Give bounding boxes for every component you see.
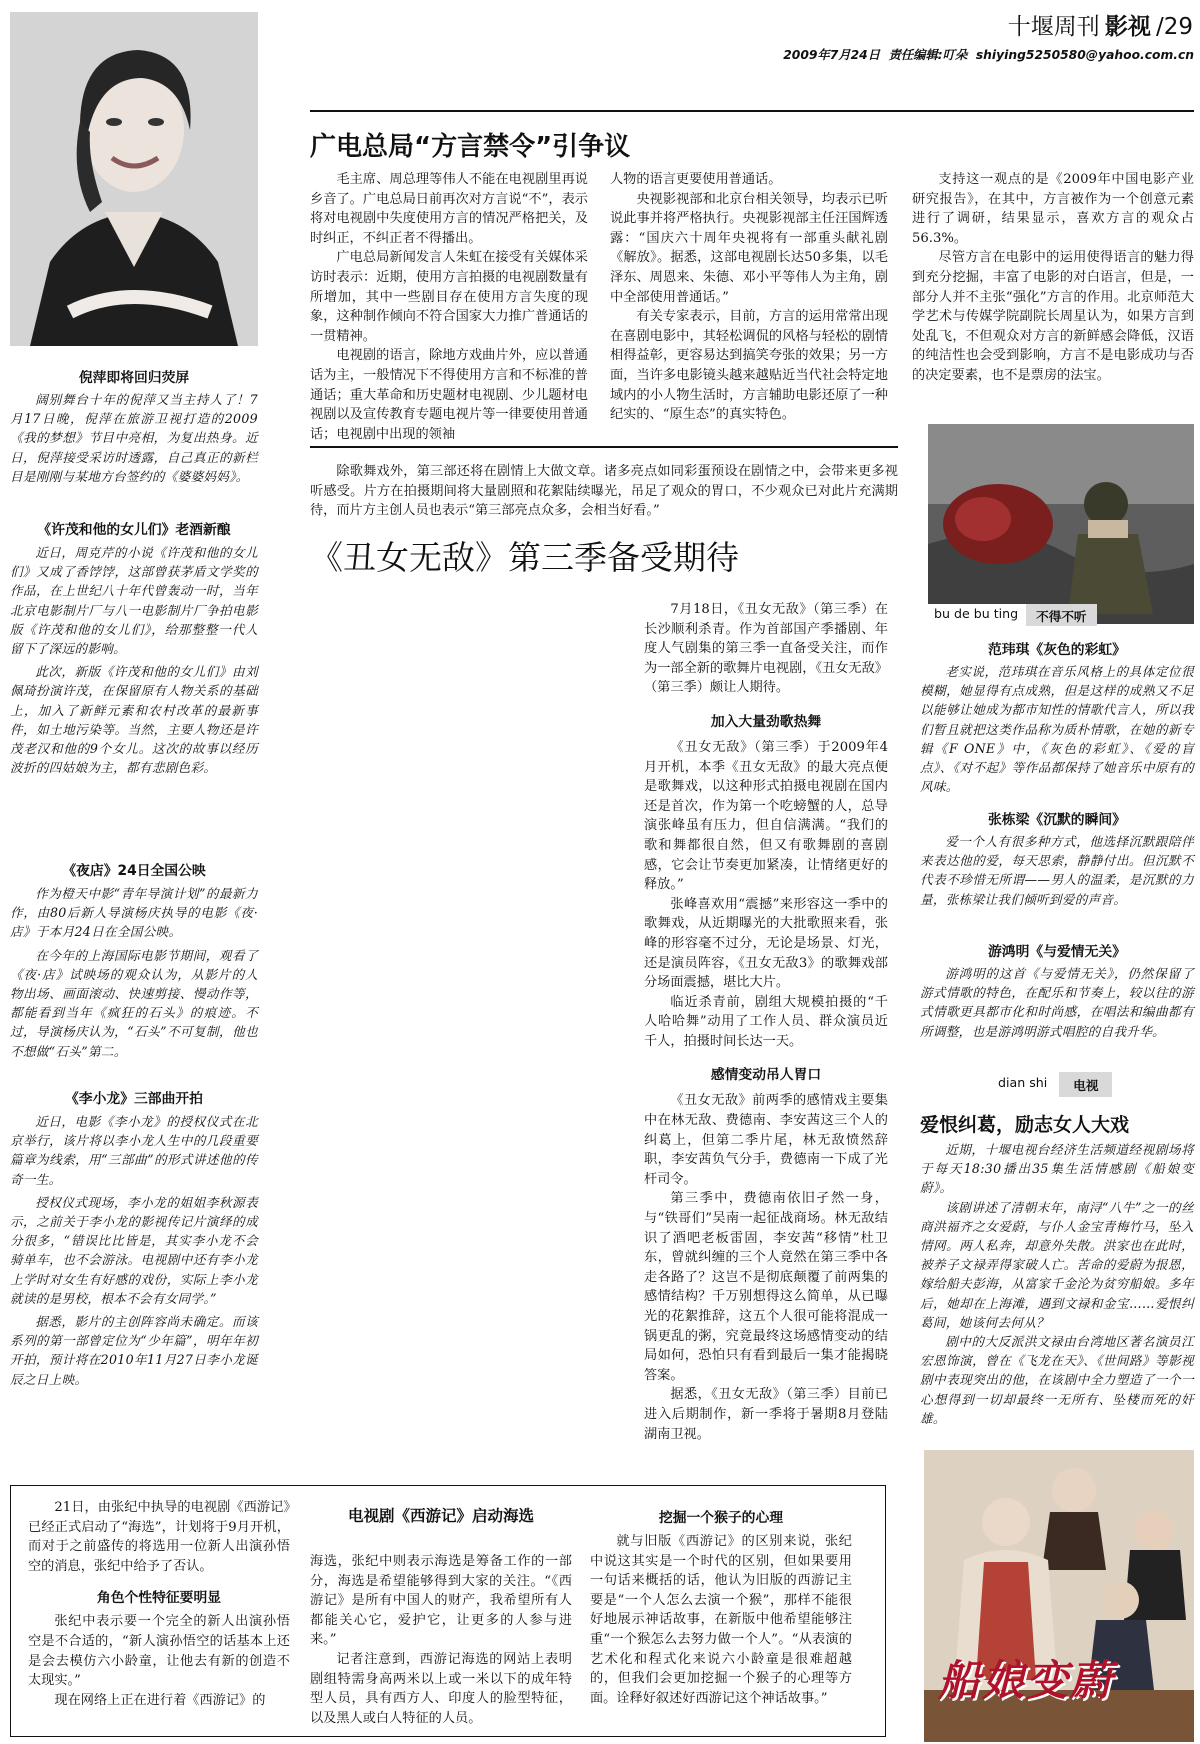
- li-xiaolong-title: 《李小龙》三部曲开拍: [65, 1091, 203, 1107]
- chounv-para: 第三季中，费德南依旧孑然一身，与“铁哥们”吴南一起征战商场。林无敌结识了酒吧老板雷固，李安茜“移情”杜卫东，曾就纠缠的三个人竟然在第三季中各走各路了？这岂不是彻底颠覆了前两集的感情结构？千万别想得这么简单，从已曝光的花絮推辞，这五个人很可能将混成一锅更乱的粥，究竟最终这场感情变动的结局如何，恐怕只有看到最后一集才能揭晓答案。: [644, 1191, 888, 1383]
- dialect-bottom-rule: [310, 446, 898, 448]
- xiyouji-para: 张纪中表示要一个完全的新人出演孙悟空是不合适的，“新人演孙悟空的话基本上还是会去模仿六小龄童，让他去有新的创造不太现实。”: [28, 1614, 290, 1689]
- chounv-para: 7月18日，《丑女无敌》（第三季）在长沙顺利杀青。作为首部国产季播剧、年度人气剧集的第三季一直备受关注，而作为一部全新的歌舞片电视剧，《丑女无敌》（第三季）颇让人期待。: [644, 602, 888, 696]
- chounv-subhead: 加入大量劲歌热舞: [710, 713, 822, 730]
- dialect-para: 电视剧的语言，除地方戏曲片外，应以普通话为主，一般情况下不得使用方言和不标准的普通话；重大革命和历史题材电视剧、少儿题材电视剧以及宣传教育专题电视片等一律要使用普通话；电视剧中出现的领袖: [310, 348, 588, 442]
- ni-ping-para: 阔别舞台十年的倪萍又当主持人了！7月17日晚，倪萍在旅游卫视打造的2009《我的梦想》节目中亮相，为复出热身。近日，倪萍接受采访时透露，自己真正的新栏目是刚刚与某地方台签约的《婆婆妈妈》。: [10, 392, 258, 484]
- tv-show-headline: 爱恨纠葛，励志女人大戏: [920, 1114, 1130, 1136]
- tag-pinyin: dian shi: [986, 1072, 1059, 1097]
- dialect-para: 央视影视部和北京台相关领导，均表示已听说此事并将严格执行。央视影视部主任汪国辉透露：“国庆六十周年央视将有一部重头献礼剧《解放》。据悉，这部电视剧长达50多集，以毛泽东、周恩来、朱德、邓小平等伟人为主角，剧中全部使用普通话。”: [610, 191, 888, 305]
- ni-ping-title: 倪萍即将回归荧屏: [78, 370, 190, 386]
- ye-dian-title: 《夜店》24日全国公映: [62, 863, 206, 879]
- zhang-title: 张栋梁《沉默的瞬间》: [988, 812, 1126, 828]
- chounv-headline: 《丑女无敌》第三季备受期待: [310, 538, 739, 577]
- you-body: [920, 964, 1194, 1041]
- editor-email[interactable]: shiying5250580@yahoo.com.cn: [975, 48, 1194, 62]
- header-meta: [700, 45, 1194, 63]
- tag-pinyin: bu de bu ting: [928, 604, 1026, 626]
- chounv-intro-text: 除歌舞戏外，第三部还将在剧情上大做文章。诸多亮点如同彩蛋预设在剧情之中，会带来更多视听感受。片方在拍摄期间将大量剧照和花絮陆续曝光，吊足了观众的胃口，不少观众已对此片充满期待，而片方主创人员也表示“第三部亮点众多，会相当好看。”: [310, 464, 898, 519]
- ye-dian-para: 作为橙天中影“青年导演计划”的最新力作，由80后新人导演杨庆执导的电影《夜·店》于本月24日在全国公映。: [10, 886, 258, 940]
- dialect-col-2: [610, 170, 888, 425]
- li-xiaolong-para: 近日，电影《李小龙》的授权仪式在北京举行，该片将以李小龙人生中的几段重要篇章为线索，用“三部曲”的形式讲述他的传奇一生。: [10, 1114, 258, 1187]
- masthead-title: 十堰周刊: [1007, 14, 1100, 40]
- dialect-para: 广电总局新闻发言人朱虹在接受有关媒体采访时表示：近期，使用方言拍摄的电视剧数量有所增加，其中一些剧目存在使用方言失度的现象，这种制作倾向不符合国家大力推广普通话的一贯精神。: [310, 250, 588, 344]
- dialect-para: 毛主席、周总理等伟人不能在电视剧里再说乡音了。广电总局日前再次对方言说“不”，表示将对电视剧中失度使用方言的情况严格把关，及时纠正，不纠正者不得播出。: [310, 172, 588, 246]
- chounv-para: 《丑女无敌》（第三季）于2009年4月开机，本季《丑女无敌》的最大亮点便是歌舞戏，以这种形式拍摄电视剧在国内还是首次，作为第一个吃螃蟹的人，总导演张峰虽有压力，但自信满满。“我们的歌和舞都很自然，但又有歌舞剧的喜剧感，它会让节奏更加紧凑，让情绪更好的释放。”: [644, 739, 888, 893]
- xu-mao-para: 此次，新版《许茂和他的女儿们》由刘佩琦扮演许茂，在保留原有人物关系的基础上，加入了新鲜元素和农村改革的最新事件，如土地污染等。当然，主要人物还是许茂老汉和他的9个女儿。这次的故事以经历波折的四姑娘为主，都有悲剧色彩。: [10, 664, 258, 776]
- masthead-page: /29: [1155, 14, 1193, 40]
- fan-weiqi-body: [920, 662, 1194, 796]
- xiyouji-subhead: 角色个性特征要明显: [96, 1590, 222, 1607]
- zhang-text: 爱一个人有很多种方式，他选择沉默跟陪伴来表达他的爱，每天思索，静静付出。但沉默不代表不珍惜无所谓——男人的温柔，是沉默的力量，张栋梁让我们倾听到爱的声音。: [920, 834, 1194, 907]
- masthead: [968, 8, 1193, 41]
- xu-mao-body: [10, 543, 258, 777]
- xiyouji-para: 现在网络上正在进行着《西游记》的: [54, 1692, 266, 1708]
- dialect-para: 支持这一观点的是《2009年中国电影产业研究报告》，在其中，方言被作为一个创意元素进行了调研，结果显示，喜欢方言的观众占56.3%。: [912, 172, 1194, 246]
- tag-label: 不得不听: [1026, 604, 1096, 626]
- xiyouji-subhead-2: 挖掘一个猴子的心理: [658, 1510, 784, 1526]
- dialect-col-1: [310, 170, 588, 444]
- dialect-para: 人物的语言更要使用普通话。: [610, 172, 782, 187]
- ni-ping-body: [10, 390, 258, 486]
- you-text: 游鸿明的这首《与爱情无关》，仍然保留了游式情歌的特色，在配乐和节奏上，较以往的游式情歌更具都市化和时尚感，在唱法和编曲都有所调整，也是游鸿明游式唱腔的自我升华。: [920, 966, 1194, 1039]
- xiyouji-para: 记者注意到，西游记海选的网站上表明剧组特需身高两米以上或一米以下的成年特型人员，具有西方人、印度人的脸型特征，以及黑人或白人特征的人员。: [310, 1651, 572, 1726]
- fan-weiqi-title: 范玮琪《灰色的彩虹》: [988, 642, 1126, 658]
- tv-show-para: 近期，十堰电视台经济生活频道经视剧场将于每天18:30播出35集生活情感剧《船娘变蔚》。: [920, 1142, 1194, 1196]
- issue-date: 2009年7月24日: [783, 48, 880, 62]
- soldier-photo: [928, 424, 1194, 624]
- dialect-headline: 广电总局“方言禁令”引争议: [310, 132, 631, 162]
- you-title: 游鸿明《与爱情无关》: [988, 944, 1126, 960]
- li-xiaolong-para: 据悉，影片的主创阵容尚未确定。而该系列的第一部曾定位为“少年篇”，明年年初开拍，预计将在2010年11月27日李小龙诞辰之日上映。: [10, 1314, 258, 1387]
- ye-dian-para: 在今年的上海国际电影节期间，观看了《夜·店》试映场的观众认为，从影片的人物出场、画面滚动、快速剪接、慢动作等，都能看到当年《疯狂的石头》的痕迹。不过，导演杨庆认为，“石头”不可复制，他也不想做“石头”第二。: [10, 947, 258, 1059]
- tv-show-body: [920, 1140, 1194, 1428]
- xiyouji-para: 21日，由张纪中执导的电视剧《西游记》已经正式启动了“海选”，计划将于9月开机，而对于之前盛传的将选用一位新人出演孙悟空的消息，张纪中给予了否认。: [28, 1500, 290, 1574]
- masthead-section: 影视: [1104, 14, 1151, 40]
- zhang-body: [920, 832, 1194, 909]
- xu-mao-title: 《许茂和他的女儿们》老酒新酿: [37, 522, 231, 538]
- li-xiaolong-para: 授权仪式现场，李小龙的姐姐李秋源表示，之前关于李小龙的影视传记片演绎的成分很多，“错误比比皆是，其实李小龙不会骑单车，也不会游泳。电视剧中还有李小龙上学时对女生有好感的戏份，实际上李小龙就读的是男校，根本不会有女同学。”: [10, 1194, 258, 1306]
- chounv-para: 临近杀青前，剧组大规模拍摄的“千人哈哈舞”动用了工作人员、群众演员近千人，拍摄时间长达一天。: [644, 994, 888, 1049]
- poster-title: 船娘变蔚: [938, 1656, 1115, 1705]
- ni-ping-photo: [10, 12, 258, 346]
- header-rule: [310, 110, 1194, 112]
- fan-weiqi-text: 老实说，范玮琪在音乐风格上的具体定位很模糊，她显得有点成熟，但是这样的成熟又不足以能够让她成为都市知性的情歌代言人，所以我们暂且就把这类作品称为质朴情歌，在她的新专辑《F ONE》中，《灰色的彩虹》、《爱的盲点》、《对不起》等作品都保持了她音乐中原有的风味。: [920, 664, 1194, 795]
- tv-show-para: 剧中的大反派洪文禄由台湾地区著名演员江宏恩饰演，曾在《飞龙在天》、《世间路》等影视剧中表现突出的他，在该剧中全力塑造了一个一心想得到一切却最终一无所有、坠楼而死的奸雄。: [920, 1334, 1194, 1426]
- tag-label: 电视: [1059, 1072, 1112, 1097]
- chounv-para: 《丑女无敌》前两季的感情戏主要集中在林无敌、费德南、李安茜这三个人的纠葛上，但第二季片尾，林无敌愤然辞职，李安茜负气分手，费德南一下成了光杆司令。: [644, 1093, 888, 1187]
- xiyouji-para: 海选，张纪中则表示海选是筹备工作的一部分，海选是希望能够得到大家的关注。“《西游记》是所有中国人的财产，我希望所有人都能关心它，爱护它，让更多的人参与进来。”: [310, 1554, 572, 1648]
- dialect-col-3: [912, 170, 1194, 386]
- chounv-para: 张峰喜欢用“震撼”来形容这一季中的歌舞戏，从近期曝光的大批歌照来看，张峰的形容毫不过分，无论是场景、灯光，还是演员阵容，《丑女无敌3》的歌舞戏部分场面震撼，堪比大片。: [644, 896, 888, 991]
- xiyouji-para: 就与旧版《西游记》的区别来说，张纪中说这其实是一个时代的区别，但如果要用一句话来概括的话，他认为旧版的西游记主要是“一个人怎么去演一个猴”，那样不能很好地展示神话故事，在新版中他希望能够注重“一个猴怎么去努力做一个人”。“从表演的艺术化和程式化来说六小龄童是很难超越的，但我们会更加挖掘一个猴子的心理等方面。诠释好叙述好西游记这个神话故事。”: [590, 1534, 852, 1706]
- dialect-para: 有关专家表示，目前，方言的运用常常出现在喜剧电影中，其轻松调侃的风格与轻松的剧情相得益彰，更容易达到搞笑夸张的效果；另一方面，当许多电影镜头越来越贴近当代社会特定地域内的小人物生活时，方言辅助电影还原了一种纪实的、“原生态”的真实特色。: [610, 309, 888, 423]
- dialect-para: 尽管方言在电影中的运用使得语言的魅力得到充分挖掘，丰富了电影的对白语言，但是，一部分人并不主张“强化”方言的作用。北京师范大学艺术与传媒学院副院长周星认为，如果方言到处乱飞，不但观众对方言的新鲜感会降低，汉语的纯洁性也会受到影响，方言不是电影成功与否的决定要素，也不是票房的法宝。: [912, 250, 1194, 383]
- xiyouji-col-2: [310, 1552, 572, 1728]
- tv-show-para: 该剧讲述了清朝末年，南浔“八牛”之一的丝商洪福齐之女爱蔚，与仆人金宝青梅竹马，坠入情网。两人私奔，却意外失散。洪家也在此时，被养子文禄弄得家破人亡。苦命的爱蔚为报恩，嫁给船夫彭海，从富家千金沦为贫穷船娘。多年后，她却在上海滩，遇到文禄和金宝……爱恨纠葛间，她该何去何从？: [920, 1199, 1194, 1330]
- xiyouji-col-1: [28, 1498, 290, 1710]
- xiyouji-headline: 电视剧《西游记》启动海选: [347, 1507, 534, 1525]
- tag-bu-de-bu-ting: [928, 604, 1097, 626]
- xiyouji-col-3: [590, 1532, 852, 1708]
- editor: 责任编辑:叮朵: [888, 48, 968, 62]
- drama-poster: [924, 1450, 1194, 1742]
- tag-dian-shi: [986, 1072, 1112, 1097]
- chounv-para: 据悉，《丑女无敌》（第三季）目前已进入后期制作，新一季将于暑期8月登陆湖南卫视。: [644, 1387, 888, 1442]
- chounv-body: [644, 600, 888, 1444]
- li-xiaolong-body: [10, 1112, 258, 1389]
- xu-mao-para: 近日，周克芹的小说《许茂和他的女儿们》又成了香饽饽，这部曾获茅盾文学奖的作品，在上世纪八十年代曾轰动一时，当年北京电影制片厂与八一电影制片厂争拍电影版《许茂和他的女儿们》，给那整整一代人留下了深远的影响。: [10, 545, 258, 657]
- chounv-subhead: 感情变动吊人胃口: [710, 1067, 822, 1084]
- chounv-intro: [310, 462, 898, 521]
- ye-dian-body: [10, 884, 258, 1061]
